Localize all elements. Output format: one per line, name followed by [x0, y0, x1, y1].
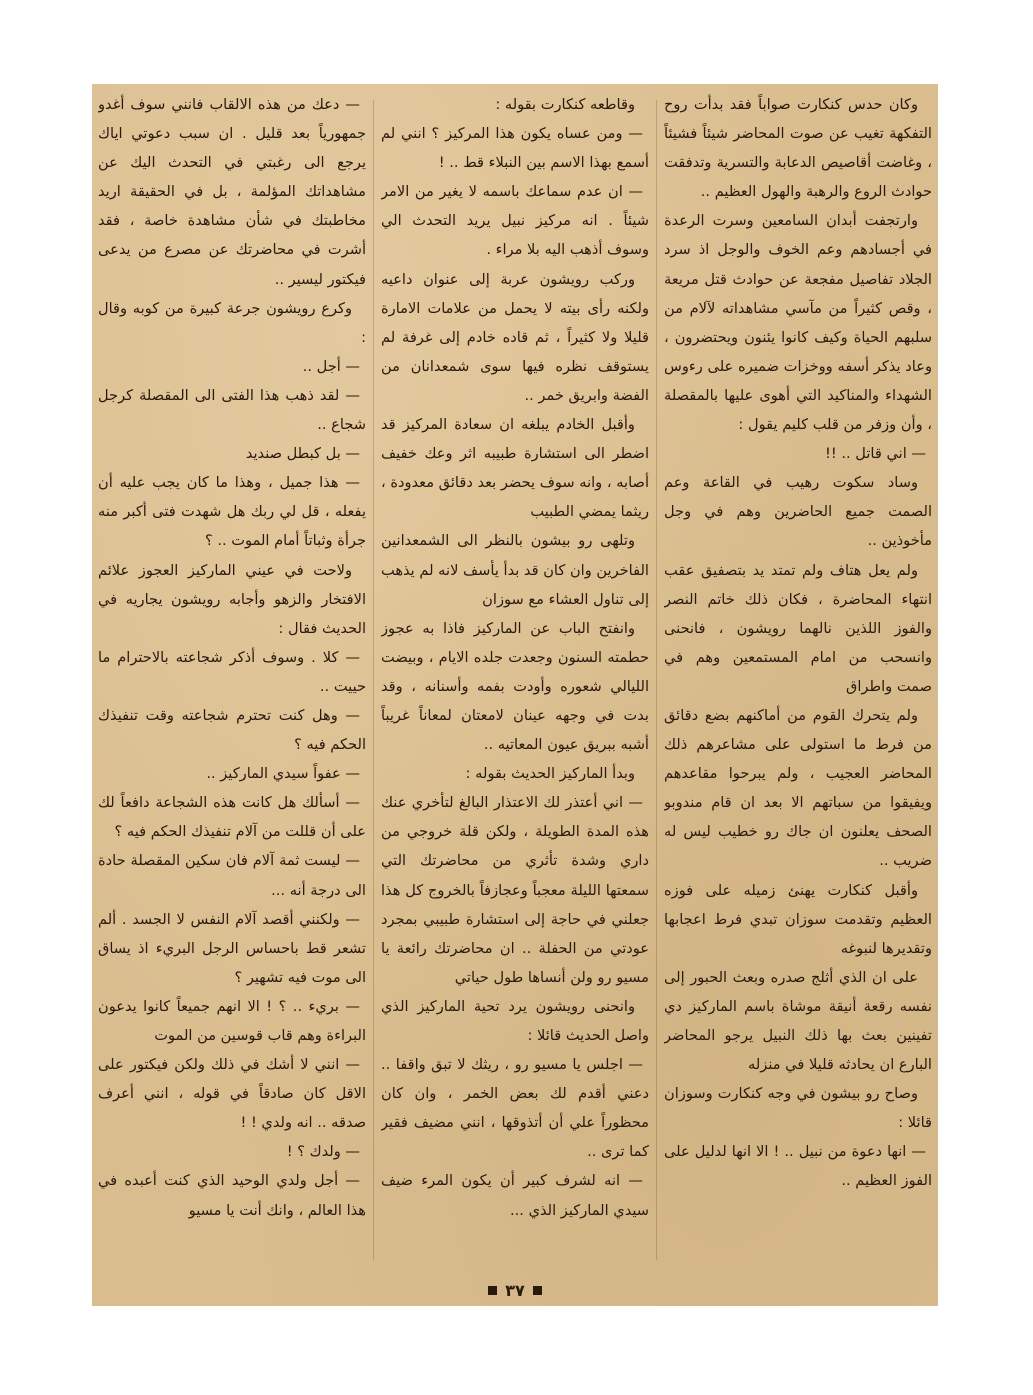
- paragraph: — أجل ولدي الوحيد الذي كنت أعبده في هذا العالم ، وانك أنت يا مسيو: [98, 1172, 366, 1219]
- column-left: [98, 90, 366, 1276]
- paragraph: — ليست ثمة آلام فان سكين المقصلة حادة الى درجة أنه ...: [98, 852, 366, 899]
- paragraph: — ومن عساه يكون هذا المركيز ؟ انني لم أسمع بهذا الاسم بين النبلاء قط .. !: [381, 125, 649, 172]
- paragraph: — عفواً سيدي الماركيز ..: [206, 765, 360, 783]
- paragraph: — ولكنني أقصد آلام النفس لا الجسد . ألم تشعر قط باحساس الرجل البريء اذ يساق الى موت فيه تشهير ؟: [98, 910, 366, 986]
- paragraph: وانحنى رويشون يرد تحية الماركيز الذي واصل الحديث قائلا :: [381, 997, 649, 1044]
- paragraph: — اني أعتذر لك الاعتذار البالغ لتأخري عنك هذه المدة الطويلة ، ولكن قلة خروجي من داري وشدة تأثري من محاضرتك التي سمعتها الليلة معجباً وعجازفاً بالخروج كل هذا جعلني في حاجة إلى استشارة طبيبي بمجرد عودتي من الحفلة .. ان محاضرتك رائعة يا مسيو رو ولن أنساها طول حياتي: [381, 794, 649, 986]
- paragraph: على ان الذي أثلج صدره وبعث الحبور إلى نفسه رقعة أنيقة موشاة باسم الماركيز دي تفينين بعث بها ذلك النبيل يرجو المحاضر البارع ان يحادثه قليلا في منزله: [664, 968, 932, 1074]
- page-footer: [92, 1278, 938, 1302]
- paragraph: — انني لا أشك في ذلك ولكن فيكتور على الاقل كان صادقاً في قوله ، انني أعرف صدقه .. انه ولدي ! !: [98, 1056, 366, 1132]
- paragraph: وكرع رويشون جرعة كبيرة من كوبه وقال :: [98, 299, 366, 346]
- paragraph: — بل كبطل صنديد: [245, 445, 360, 463]
- paragraph: ولم يعل هتاف ولم تمتد يد بتصفيق عقب انتهاء المحاضرة ، فكان ذلك خاتم النصر والفوز اللذين نالهما رويشون ، فانحنى وانسحب من امام المستمعين وهم في صمت واطراق: [664, 561, 932, 695]
- paragraph: وبدأ الماركيز الحديث بقوله :: [465, 765, 635, 783]
- paragraph: وكان حدس كنكارت صواباً فقد بدأت روح التفكهة تغيب عن صوت المحاضر شيئاً فشيئاً ، وغاضت أقاصيص الدعابة والتسرية وتدفقت حوادث الروع والرهبة والهول العظيم ..: [664, 96, 932, 201]
- paragraph: وانفتح الباب عن الماركيز فاذا به عجوز حطمته السنون وجعدت جلده الايام ، وبيضت الليالي شعوره وأودت بفمه وأسنانه ، وقد بدت في وجهه عينان لامعتان لمعاناً غريباً أشبه ببريق عيون المعاتيه ..: [381, 619, 649, 754]
- paragraph: — دعك من هذه الالقاب فانني سوف أغدو جمهورياً بعد قليل . ان سبب دعوتي اياك يرجع الى رغبتي في التحدث اليك عن مشاهداتك المؤلمة ، بل في الحقيقة اريد مخاطبتك في شأن مشاهدة خاصة ، فقد أشرت في محاضرتك عن مصرع من يدعى فيكتور ليسير ..: [98, 96, 366, 288]
- page-number: ٣٧: [505, 1280, 525, 1300]
- paragraph: وتلهى رو بيشون بالنظر الى الشمعدانين الفاخرين وان كان قد بدأ يأسف لانه لم يذهب إلى تناول العشاء مع سوزان: [381, 532, 649, 608]
- column-divider: [373, 100, 374, 1260]
- paragraph: — ولدك ؟ !: [286, 1143, 360, 1161]
- paragraph: وأقبل كنكارت يهنئ زميله على فوزه العظيم وتقدمت سوزان تبدي فرط اعجابها وتقديرها لنبوغه: [664, 881, 932, 957]
- paragraph: — اجلس يا مسيو رو ، ريثك لا تبق واقفا .. دعني أقدم لك بعض الخمر ، وان كان محظوراً علي أن أتذوقها ، انني مضيف فقير كما ترى ..: [381, 1056, 649, 1161]
- paragraph: وساد سكوت رهيب في القاعة وعم الصمت جميع الحاضرين وهم في وجل مأخوذين ..: [664, 474, 932, 550]
- square-ornament-icon: [488, 1286, 497, 1295]
- paragraph: — انها دعوة من نبيل .. ! الا انها لدليل على الفوز العظيم ..: [664, 1143, 932, 1190]
- column-right: [664, 90, 932, 1276]
- paragraph: وارتجفت أبدان السامعين وسرت الرعدة في أجسادهم وعم الخوف والوجل اذ سرد الجلاد تفاصيل مفجعة عن حوادث قتل مريعة ، وقص كثيراً من مآسي مشاهداته لآلام من سلبهم الحياة وكيف كانوا يئنون ويحتضرون ، وعاد يذكر أسفه ووخزات ضميره على رءوس الشهداء والمناكيد التي أهوى عليها بالمقصلة ، وأن وزفر من قلب كليم يقول :: [664, 212, 932, 434]
- paragraph: ولم يتحرك القوم من أماكنهم بضع دقائق من فرط ما استولى على مشاعرهم ذلك المحاضر العجيب ، ولم يبرحوا مقاعدهم ويفيقوا من سباتهم الا بعد ان قام مندوبو الصحف يعلنون ان جاك رو خطيب ليس له ضريب ..: [664, 706, 932, 870]
- paragraph: — أجل ..: [302, 357, 360, 375]
- paragraph: — ان عدم سماعك باسمه لا يغير من الامر شيئاً . انه مركيز نبيل يريد التحدث الي وسوف أذهب اليه بلا مراء .: [381, 183, 649, 259]
- paragraph: — كلا . وسوف أذكر شجاعته بالاحترام ما حييت ..: [98, 648, 366, 695]
- square-ornament-icon: [533, 1286, 542, 1295]
- paragraph: — هذا جميل ، وهذا ما كان يجب عليه أن يفعله ، قل لي ربك هل شهدت فتى أكبر منه جرأة وثباتاً أمام الموت .. ؟: [98, 474, 366, 550]
- paragraph: — وهل كنت تحترم شجاعته وقت تنفيذك الحكم فيه ؟: [98, 706, 366, 754]
- paragraph: وصاح رو بيشون في وجه كنكارت وسوزان قائلا :: [664, 1085, 932, 1132]
- column-divider: [656, 100, 657, 1260]
- paragraph: وأقبل الخادم يبلغه ان سعادة المركيز قد اضطر الى استشارة طبيبه اثر وعك خفيف أصابه ، وانه سوف يحضر بعد دقائق معدودة ، ريثما يمضي الطبيب: [381, 416, 649, 521]
- paragraph: وقاطعه كنكارت بقوله :: [495, 96, 635, 113]
- column-middle: [381, 90, 649, 1276]
- paragraph: وركب رويشون عربة إلى عنوان داعيه ولكنه رأى بيته لا يحمل من علامات الامارة قليلا ولا كثيراً ، ثم قاده خادم إلى غرفة لم يستوقف نظره فيها سوى شمعدانان من الفضة وابريق خمر ..: [381, 270, 649, 404]
- paragraph: — اني قاتل .. !!: [825, 445, 926, 463]
- paragraph: ولاحت في عيني الماركيز العجوز علائم الافتخار والزهو وأجابه رويشون يجاريه في الحديث فقال :: [98, 561, 366, 637]
- paragraph: — بريء .. ؟ ! الا انهم جميعاً كانوا يدعون البراءة وهم قاب قوسين من الموت: [98, 997, 366, 1044]
- paragraph: — أسألك هل كانت هذه الشجاعة دافعاً لك على أن قللت من آلام تنفيذك الحكم فيه ؟: [98, 794, 366, 841]
- text-columns: [92, 90, 938, 1276]
- paragraph: — لقد ذهب هذا الفتى الى المقصلة كرجل شجاع ..: [98, 386, 366, 434]
- paragraph: — انه لشرف كبير أن يكون المرء ضيف سيدي الماركيز الذي ...: [381, 1172, 649, 1219]
- magazine-page: [92, 84, 938, 1306]
